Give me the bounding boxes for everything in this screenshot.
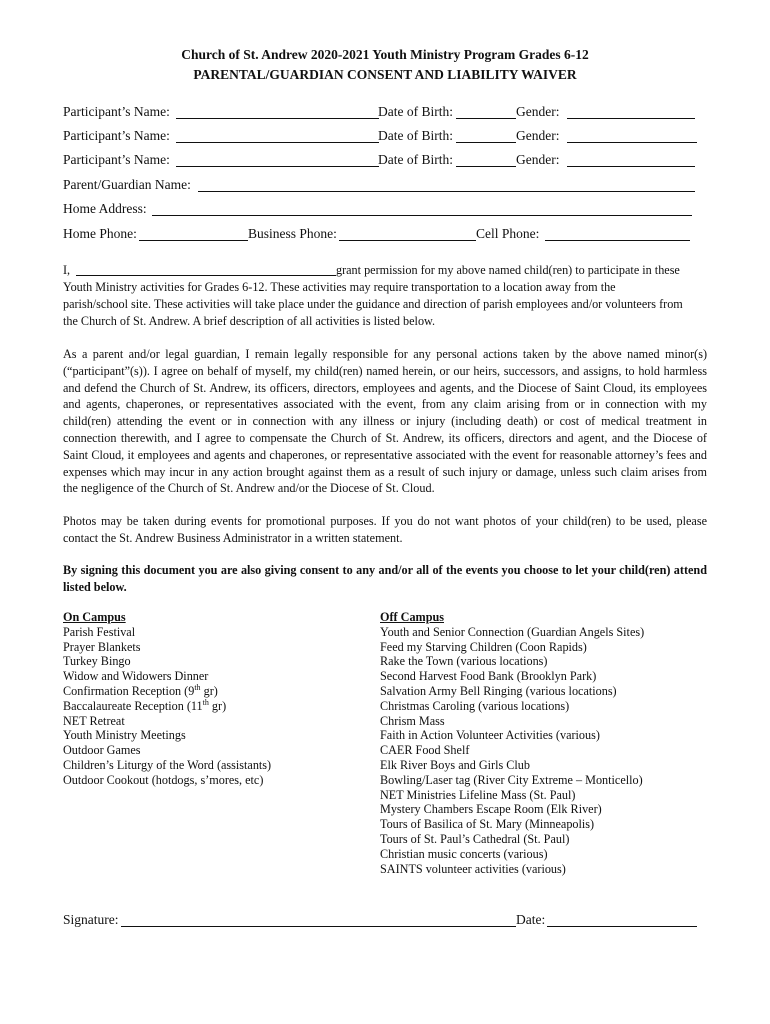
business-phone-label: Business Phone: xyxy=(248,226,337,241)
list-item: Children’s Liturgy of the Word (assistants) xyxy=(63,757,272,772)
list-item: Widow and Widowers Dinner xyxy=(63,669,209,684)
gender-field-2[interactable] xyxy=(567,142,697,143)
date-of-birth-label: Date of Birth: xyxy=(378,104,453,119)
list-item: CAER Food Shelf xyxy=(380,743,470,758)
permission-first-line-text: grant permission for my above named child(ren) to participate in these xyxy=(336,263,680,277)
date-label: Date: xyxy=(516,912,546,927)
business-phone-field[interactable] xyxy=(339,240,476,241)
list-item: Faith in Action Volunteer Activities (various) xyxy=(380,728,600,743)
list-item: NET Ministries Lifeline Mass (St. Paul) xyxy=(380,787,576,802)
list-item: Outdoor Games xyxy=(63,743,141,758)
list-item: Bowling/Laser tag (River City Extreme – Monticello) xyxy=(380,772,643,787)
participant-name-label: Participant’s Name: xyxy=(63,104,170,119)
list-item: Chrism Mass xyxy=(380,713,445,728)
grantor-name-field[interactable] xyxy=(76,275,336,276)
home-phone-label: Home Phone: xyxy=(63,226,137,241)
participant-name-label: Participant’s Name: xyxy=(63,152,170,167)
permission-prefix: I, xyxy=(63,263,71,277)
list-item: Youth Ministry Meetings xyxy=(63,728,186,743)
gender-field-1[interactable] xyxy=(567,118,695,119)
liability-paragraph: As a parent and/or legal guardian, I remain legally responsible for any personal actions taken by the above named minor(s) (“participant”(s)). I agree on behalf of myself, my child(ren) named herein, or our heirs, successors, and assigns, to hold harmless and defend the Church of St. Andrew, its officers, directors, employees and agents, and the Diocese of Saint Cloud, its employees and agents, chaperones, or representatives associated with the event, from any claim arising from or in connection with my child(ren) attending the event or in connection with any illness or injury (including death) or cost of medical treatment in connection therewith, and I agree to compensate the Church of St. Andrew, its officers, directors and agent, and the Diocese of Saint Cloud, it employees and agents and chaperones, or representative associated with the event for reasonable attorney’s fees and expenses which may incur in any action brought against them as a result of such injury or damage, unless such claim arises from the negligence of the Church of St. Andrew and/or the Diocese of St. Cloud. xyxy=(63,347,707,496)
parent-guardian-name-label: Parent/Guardian Name: xyxy=(63,177,191,192)
participant-name-label: Participant’s Name: xyxy=(63,128,170,143)
participant-name-field-1[interactable] xyxy=(176,118,379,119)
list-item: Prayer Blankets xyxy=(63,639,141,654)
photo-paragraph: Photos may be taken during events for promotional purposes. If you do not want photos of your child(ren) to be used, please contact the St. Andrew Business Administrator in a written statement. xyxy=(63,514,707,545)
list-item: NET Retreat xyxy=(63,713,125,728)
parent-guardian-name-field[interactable] xyxy=(198,191,695,192)
off-campus-list xyxy=(380,610,644,876)
list-item: Mystery Chambers Escape Room (Elk River) xyxy=(380,802,602,817)
cell-phone-label: Cell Phone: xyxy=(476,226,540,241)
date-of-birth-field-2[interactable] xyxy=(456,142,516,143)
list-item: Elk River Boys and Girls Club xyxy=(380,757,530,772)
gender-label: Gender: xyxy=(516,152,560,167)
participant-name-field-3[interactable] xyxy=(176,166,379,167)
list-item: Outdoor Cookout (hotdogs, s’mores, etc) xyxy=(63,772,264,787)
on-campus-heading: On Campus xyxy=(63,610,126,624)
date-of-birth-label: Date of Birth: xyxy=(378,152,453,167)
list-item: Parish Festival xyxy=(63,624,136,639)
list-item: Second Harvest Food Bank (Brooklyn Park) xyxy=(380,669,597,684)
cell-phone-field[interactable] xyxy=(545,240,690,241)
list-item: Christian music concerts (various) xyxy=(380,846,548,861)
list-item: Tours of Basilica of St. Mary (Minneapolis) xyxy=(380,817,595,832)
list-item: Youth and Senior Connection (Guardian Angels Sites) xyxy=(380,624,645,639)
list-item: Rake the Town (various locations) xyxy=(380,654,548,669)
list-item: Salvation Army Bell Ringing (various locations) xyxy=(380,683,617,698)
form-title-line-2: PARENTAL/GUARDIAN CONSENT AND LIABILITY WAIVER xyxy=(193,67,577,82)
on-campus-list xyxy=(63,610,271,788)
off-campus-heading: Off Campus xyxy=(380,610,444,624)
list-item: Baccalaureate Reception (11th gr) xyxy=(63,697,227,713)
gender-label: Gender: xyxy=(516,128,560,143)
list-item: SAINTS volunteer activities (various) xyxy=(380,861,566,876)
list-item: Feed my Starving Children (Coon Rapids) xyxy=(380,639,587,654)
participant-name-field-2[interactable] xyxy=(176,142,379,143)
list-item: Confirmation Reception (9th gr) xyxy=(63,682,218,698)
list-item: Christmas Caroling (various locations) xyxy=(380,698,570,713)
date-of-birth-field-3[interactable] xyxy=(456,166,516,167)
gender-label: Gender: xyxy=(516,104,560,119)
form-title-line-1: Church of St. Andrew 2020-2021 Youth Ministry Program Grades 6-12 xyxy=(181,47,589,62)
date-of-birth-field-1[interactable] xyxy=(456,118,516,119)
gender-field-3[interactable] xyxy=(567,166,695,167)
signature-label: Signature: xyxy=(63,912,119,927)
date-of-birth-label: Date of Birth: xyxy=(378,128,453,143)
list-item: Tours of St. Paul’s Cathedral (St. Paul) xyxy=(380,831,570,846)
consent-statement: By signing this document you are also giving consent to any and/or all of the events you choose to let your child(ren) attend listed below. xyxy=(63,563,707,594)
home-address-label: Home Address: xyxy=(63,201,147,216)
home-address-field[interactable] xyxy=(152,215,692,216)
signature-field[interactable] xyxy=(121,926,516,927)
permission-paragraph: Youth Ministry activities for Grades 6-12. These activities may require transportation to a location away from the parish/school site. These activities will take place under the guidance and direction of parish employees and/or volunteers from the Church of St. Andrew. A brief description of all activities is listed below. xyxy=(63,280,683,328)
list-item: Turkey Bingo xyxy=(63,654,131,669)
home-phone-field[interactable] xyxy=(139,240,248,241)
date-field[interactable] xyxy=(547,926,697,927)
